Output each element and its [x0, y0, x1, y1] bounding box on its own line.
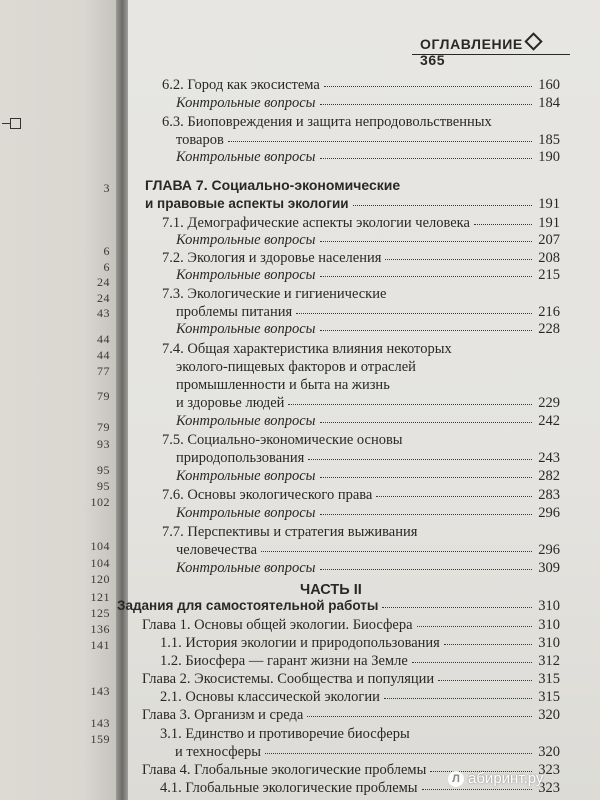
toc-entry-title: 7.3. Экологические и гигиенические [162, 286, 387, 302]
toc-entry-title: 7.5. Социально-экономические основы [162, 432, 403, 448]
ornament-icon [2, 117, 22, 129]
left-page-number: 95 [97, 463, 110, 477]
running-header [420, 36, 570, 68]
diamond-icon [524, 32, 542, 50]
chapter-entry[interactable]: и правовые аспекты экологии 191 [145, 196, 560, 212]
toc-entry-title: промышленности и быта на жизнь [176, 377, 390, 393]
toc-entry[interactable]: 1.2. Биосфера — гарант жизни на Земле 312 [160, 653, 560, 669]
toc-entry[interactable]: 7.6. Основы экологического права 283 [162, 487, 560, 503]
watermark-text: абиринт.ру [468, 770, 544, 787]
toc-entry[interactable]: проблемы питания 216 [176, 304, 560, 320]
part-title: ЧАСТЬ II [300, 582, 362, 598]
header-page-number: 365 [420, 52, 446, 68]
toc-entry[interactable]: товаров 185 [176, 132, 560, 148]
toc-entry[interactable]: человечества 296 [176, 542, 560, 558]
left-page-number: 3 [103, 181, 110, 195]
toc-entry[interactable]: 7.2. Экология и здоровье населения 208 [162, 250, 560, 266]
header-rule [412, 54, 570, 55]
toc-entry-title: эколого-пищевых факторов и отраслей [176, 359, 416, 375]
left-page-number: 125 [90, 606, 110, 620]
left-page-number: 79 [97, 389, 110, 403]
toc-entry-title: 7.7. Перспективы и стратегия выживания [162, 524, 418, 540]
toc-entry[interactable]: Глава 4. Глобальные экологические проблемы 323 [142, 762, 560, 778]
labirint-logo-icon: Л [448, 771, 464, 787]
left-page [0, 0, 118, 800]
part-entry[interactable]: Задания для самостоятельной работы 310 [117, 598, 560, 614]
toc-entry-questions[interactable]: Контрольные вопросы 309 [176, 560, 560, 576]
left-page-number: 6 [103, 260, 110, 274]
toc-entry-title: 3.1. Единство и противоречие биосферы [160, 726, 410, 742]
left-page-number: 44 [97, 348, 110, 362]
header-title: ОГЛАВЛЕНИЕ [420, 36, 523, 52]
left-page-number: 120 [90, 572, 110, 586]
left-page-number: 93 [97, 437, 110, 451]
left-page-number: 6 [103, 244, 110, 258]
left-page-number: 159 [90, 732, 110, 746]
toc-entry-questions[interactable]: Контрольные вопросы 242 [176, 413, 560, 429]
left-page-number: 143 [90, 716, 110, 730]
left-page-number: 104 [90, 556, 110, 570]
toc-entry[interactable]: 4.1. Глобальные экологические проблемы 323 [160, 780, 560, 796]
left-page-number: 143 [90, 684, 110, 698]
toc-entry[interactable]: и здоровье людей 229 [176, 395, 560, 411]
left-page-number: 95 [97, 479, 110, 493]
toc-entry[interactable]: 2.1. Основы классической экологии 315 [160, 689, 560, 705]
left-page-number: 102 [90, 495, 110, 509]
toc-entry-questions[interactable]: Контрольные вопросы 207 [176, 232, 560, 248]
left-page-number: 43 [97, 306, 110, 320]
toc-entry[interactable]: природопользования 243 [176, 450, 560, 466]
left-page-number: 24 [97, 291, 110, 305]
toc-entry[interactable]: Глава 3. Организм и среда 320 [142, 707, 560, 723]
toc-entry-questions[interactable]: Контрольные вопросы 282 [176, 468, 560, 484]
watermark [448, 770, 543, 787]
toc-entry-questions[interactable]: Контрольные вопросы 184 [176, 95, 560, 111]
toc-entry[interactable]: Глава 1. Основы общей экологии. Биосфера 310 [142, 617, 560, 633]
toc-entry[interactable]: 6.2. Город как экосистема 160 [162, 77, 560, 93]
toc-entry-questions[interactable]: Контрольные вопросы 215 [176, 267, 560, 283]
left-page-number: 77 [97, 364, 110, 378]
toc-entry[interactable]: Глава 2. Экосистемы. Сообщества и популяции 315 [142, 671, 560, 687]
chapter-title: ГЛАВА 7. Социально-экономические [145, 177, 401, 193]
toc-entry[interactable]: 1.1. История экологии и природопользования 310 [160, 635, 560, 651]
toc-entry-title: 7.4. Общая характеристика влияния некоторых [162, 341, 452, 357]
left-page-number: 136 [90, 622, 110, 636]
left-page-number: 121 [90, 590, 110, 604]
toc-entry[interactable]: и техносферы 320 [175, 744, 560, 760]
left-page-number: 104 [90, 539, 110, 553]
left-page-number: 141 [90, 638, 110, 652]
left-page-number: 44 [97, 332, 110, 346]
toc-entry-questions[interactable]: Контрольные вопросы 296 [176, 505, 560, 521]
toc-entry-questions[interactable]: Контрольные вопросы 190 [176, 149, 560, 165]
left-page-number: 79 [97, 420, 110, 434]
toc-entry-title: 6.3. Биоповреждения и защита непродовольственных [162, 114, 492, 130]
left-page-number: 24 [97, 275, 110, 289]
toc-entry[interactable]: 7.1. Демографические аспекты экологии человека 191 [162, 215, 560, 231]
toc-entry-questions[interactable]: Контрольные вопросы 228 [176, 321, 560, 337]
